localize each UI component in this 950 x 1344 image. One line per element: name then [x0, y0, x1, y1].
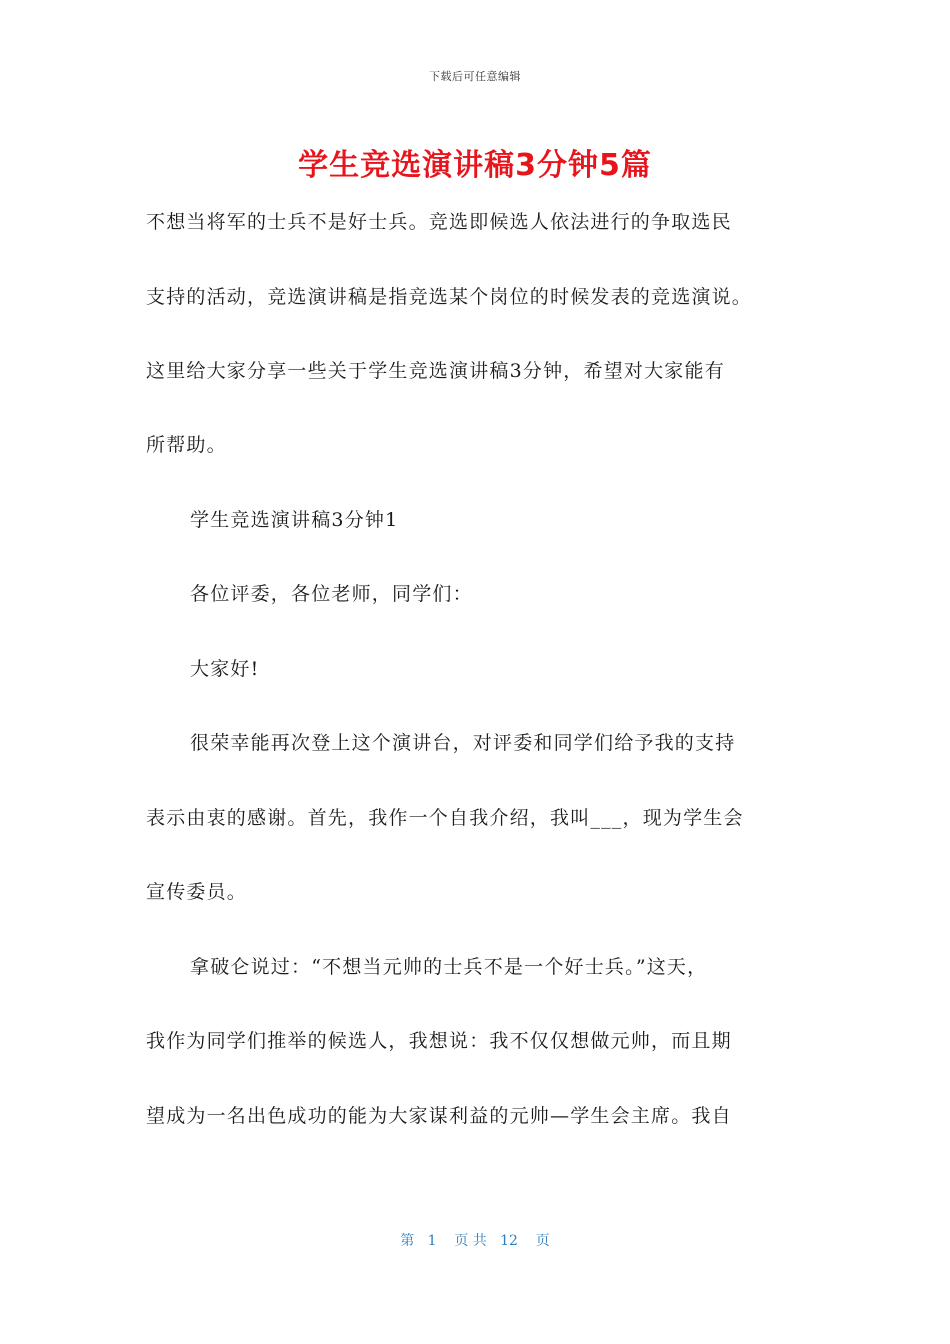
- body-line: 表示由衷的感谢。首先，我作一个自我介绍，我叫___，现为学生会: [146, 807, 744, 829]
- footer-total-pages: 12: [500, 1233, 518, 1249]
- greeting: 大家好!: [190, 658, 260, 680]
- body-line: 望成为一名出色成功的能为大家谋利益的元帅—学生会主席。我自: [146, 1105, 732, 1127]
- body-line: 这里给大家分享一些关于学生竞选演讲稿3分钟，希望对大家能有: [146, 360, 725, 382]
- footer-suffix: 页: [535, 1233, 550, 1249]
- page-footer: [0, 1230, 950, 1250]
- body-line: 支持的活动，竞选演讲稿是指竞选某个岗位的时候发表的竞选演说。: [146, 286, 753, 308]
- footer-middle: 页 共: [454, 1233, 487, 1249]
- document-title: 学生竞选演讲稿3分钟5篇: [298, 148, 652, 183]
- body-line: 拿破仑说过：“不想当元帅的士兵不是一个好士兵。”这天，: [190, 956, 708, 978]
- download-note: 下载后可任意编辑: [429, 70, 521, 83]
- footer-page-number: 1: [427, 1233, 437, 1249]
- body-line: 宣传委员。: [146, 881, 248, 903]
- body-line: 很荣幸能再次登上这个演讲台，对评委和同学们给予我的支持: [190, 732, 736, 754]
- body-line: 不想当将军的士兵不是好士兵。竞选即候选人依法进行的争取选民: [146, 211, 732, 233]
- body-line: 我作为同学们推举的候选人，我想说：我不仅仅想做元帅，而且期: [146, 1030, 732, 1052]
- section-heading: 学生竞选演讲稿3分钟1: [190, 509, 399, 531]
- body-line: 所帮助。: [146, 434, 227, 456]
- footer-prefix: 第: [400, 1233, 415, 1249]
- salutation: 各位评委，各位老师，同学们：: [190, 583, 473, 605]
